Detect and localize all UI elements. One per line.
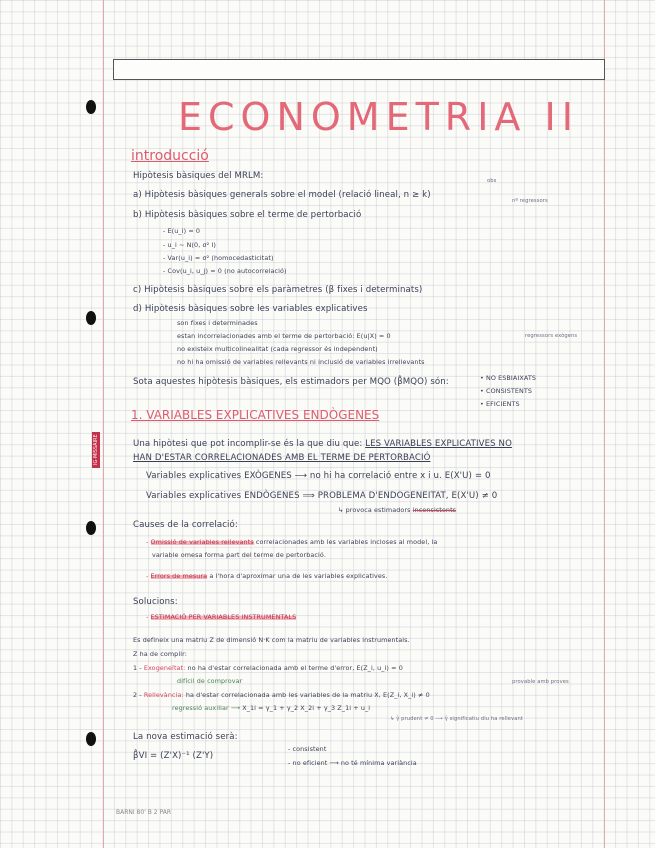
intro-heading: introducció [131,148,209,164]
footer-code: BARNI 80' B 2 PAR [116,809,172,816]
note-text-underlined: LES VARIABLES EXPLICATIVES NO [365,439,512,449]
note-text: a l'hora d'aproximar una de les variables explicatives. [207,572,388,580]
note-annotation: nº regressors [512,198,548,204]
binder-hole [86,521,96,535]
note-line: d) Hipòtesis bàsiques sobre les variables explicatives [133,304,368,314]
property-item: • NO ESBIAIXATS [480,374,536,382]
note-line: - consistent [288,745,327,753]
note-line: difícil de comprovar [177,677,243,685]
note-line [133,665,403,671]
note-line: Variables explicatives EXÒGENES ⟶ no hi ha correlació entre x i u. E(X'U) = 0 [146,471,491,481]
note-text: ↳ provoca estimadors [338,506,411,514]
highlighted-text: ESTIMACIÓ PER VARIABLES INSTRUMENTALS [150,613,297,621]
property-item: • EFICIENTS [480,400,520,408]
note-line: Variables explicatives ENDÒGENES ⟹ PROBLEMA D'ENDOGENEITAT, E(X'U) ≠ 0 [146,491,498,501]
bullet: - [146,572,151,580]
formula: β̂VI = (Z'X)⁻¹ (Z'Y) [133,751,214,761]
margin-line-left [103,0,104,848]
brand-tab: IG·MISSAIRE [92,432,100,468]
note-line: Es defineix una matriu Z de dimensió N·K com la matriu de variables instrumentals. [133,636,410,644]
note-text: 2 - [133,691,142,699]
margin-line-right [604,0,605,848]
note-line: Solucions: [133,597,178,607]
note-line [146,539,437,545]
note-text: Una hipòtesi que pot incomplir-se és la que diu que: [133,439,363,449]
note-text-struck: inconsistents [412,506,457,514]
note-annotation: obs [487,178,497,184]
note-line: estan incorrelacionades amb el terme de pertorbació: E(u|X) = 0 [177,332,391,340]
note-text: correlacionades amb les variables incloses al model, la [253,538,438,546]
note-line: Sota aquestes hipòtesis bàsiques, els estimadors per MQO (β̂MQO) són: [133,377,449,387]
note-line: - Var(u_i) = σ² (homocedasticitat) [163,254,274,262]
note-line [133,692,430,698]
note-line: c) Hipòtesis bàsiques sobre els paràmetres (β fixes i determinats) [133,285,423,295]
binder-hole [86,100,96,114]
note-line [338,507,456,513]
bullet: - [146,538,151,546]
condition-label: Rellevància: [143,691,184,699]
note-annotation: ↳ γ̂ prudent ≠ 0 ⟶ γ̂ significatiu diu ha rellevant [390,716,524,722]
note-line [146,573,387,579]
note-text: no ha d'estar correlacionada amb el terme d'error, E(Z_i, u_i) = 0 [185,664,403,672]
highlighted-text: Errors de mesura [150,572,208,580]
note-line: Causes de la correlació: [133,520,238,530]
note-line: a) Hipòtesis bàsiques generals sobre el model (relació lineal, n ≥ k) [133,190,431,200]
note-line: variable omesa forma part del terme de pertorbació. [152,551,326,559]
section-heading: 1. VARIABLES EXPLICATIVES ENDÒGENES [131,408,380,422]
page-title: ECONOMETRIA II [178,95,579,139]
note-line: Z ha de complir: [133,650,187,658]
binder-hole [86,311,96,325]
highlighted-text: Omissió de variables rellevants [150,538,254,546]
note-line: b) Hipòtesis bàsiques sobre el terme de pertorbació [133,210,362,220]
note-line [172,705,370,711]
note-text: regressió auxiliar ⟶ [172,704,241,712]
header-box [113,59,605,80]
note-line: La nova estimació serà: [133,732,238,742]
bullet: - [146,613,151,621]
note-text: X_1i = γ_1 + γ_2 X_2i + γ_3 Z_1i + u_i [242,704,371,712]
note-annotation: regressors exògens [525,333,578,339]
note-line: Hipòtesis bàsiques del MRLM: [133,171,264,181]
note-line: - u_i ~ N(0, σ² I) [163,241,216,249]
note-text: 1 - [133,664,142,672]
note-annotation: provable amb proves [512,679,569,685]
note-text: ha d'estar correlacionada amb les variables de la matriu X, E(Z_i, X_i) ≠ 0 [183,691,430,699]
note-line: no existeix multicolinealitat (cada regressor és independent) [177,345,378,353]
note-line: - Cov(u_i, u_j) = 0 (no autocorrelació) [163,267,287,275]
note-line: HAN D'ESTAR CORRELACIONADES AMB EL TERME DE PERTORBACIÓ [133,453,431,463]
note-line: - E(u_i) = 0 [163,227,201,235]
note-line: no hi ha omissió de variables rellevants ni inclusió de variables irrellevants [177,358,425,366]
binder-hole [86,732,96,746]
note-line [146,614,296,620]
note-line: - no eficient ⟶ no té mínima variància [288,759,417,767]
property-item: • CONSISTENTS [480,387,533,395]
condition-label: Exogeneïtat: [143,664,186,672]
note-line: son fixes i determinades [177,319,258,327]
note-line [133,440,512,449]
